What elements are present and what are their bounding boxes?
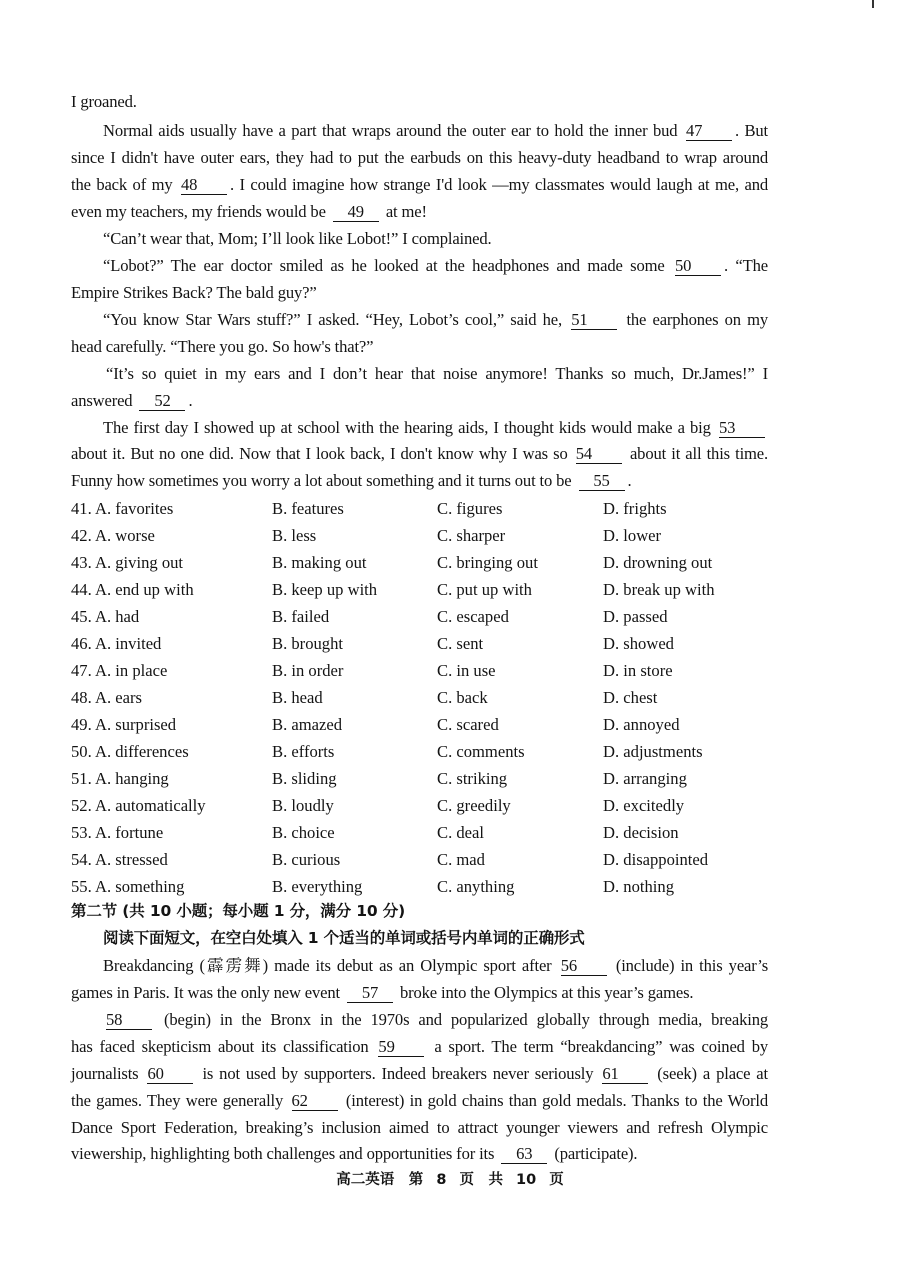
option-b: B. head xyxy=(272,688,323,707)
option-row xyxy=(71,630,771,657)
option-row xyxy=(71,657,771,684)
option-text: A. end up with xyxy=(94,580,194,599)
option-d: D. showed xyxy=(603,634,674,653)
blank-55: 55 xyxy=(579,472,625,491)
option-b: B. in order xyxy=(272,661,344,680)
passage-line: viewership, highlighting both challenges and opportunities for its 63 (participate). xyxy=(71,1144,638,1163)
passage-line: I groaned. xyxy=(71,92,137,111)
option-row xyxy=(71,792,771,819)
option-a xyxy=(71,792,206,819)
option-text: A. in place xyxy=(94,661,168,680)
option-d: D. annoyed xyxy=(603,715,680,734)
option-a xyxy=(71,684,142,711)
blank-50: 50 xyxy=(675,257,721,276)
page-footer: 高二英语 第 8 页 共 10 页 xyxy=(336,1172,564,1188)
option-row xyxy=(71,495,771,522)
blank-52: 52 xyxy=(139,392,185,411)
question-number: 54. xyxy=(71,850,92,869)
option-c: C. back xyxy=(437,688,488,707)
option-a xyxy=(71,711,176,738)
blank-47: 47 xyxy=(686,122,732,141)
option-text: A. had xyxy=(94,607,140,626)
option-d: D. nothing xyxy=(603,877,674,896)
option-c: C. deal xyxy=(437,823,485,842)
option-c: C. mad xyxy=(437,850,485,869)
blank-62: 62 xyxy=(292,1092,338,1111)
option-a xyxy=(71,549,183,576)
option-b: B. everything xyxy=(272,877,363,896)
option-c: C. figures xyxy=(437,499,503,518)
blank-49: 49 xyxy=(333,203,379,222)
option-d: D. passed xyxy=(603,607,668,626)
passage-line: “Can’t wear that, Mom; I’ll look like Lobot!” I complained. xyxy=(103,229,492,248)
option-a xyxy=(71,819,163,846)
option-row xyxy=(71,522,771,549)
option-c: C. sharper xyxy=(437,526,506,545)
option-text: A. fortune xyxy=(94,823,164,842)
blank-53: 53 xyxy=(719,419,765,438)
passage-line: since I didn't have outer ears, they had to put the earbuds on this heavy-duty headband to wrap around xyxy=(71,148,768,167)
scan-mark xyxy=(872,0,874,8)
option-b: B. choice xyxy=(272,823,335,842)
question-number: 53. xyxy=(71,823,92,842)
blank-63: 63 xyxy=(501,1145,547,1164)
option-b: B. less xyxy=(272,526,317,545)
option-row xyxy=(71,765,771,792)
option-row xyxy=(71,603,771,630)
option-a xyxy=(71,630,161,657)
option-c: C. in use xyxy=(437,661,496,680)
option-a xyxy=(71,576,194,603)
passage-line: Breakdancing (霹雳舞) made its debut as an Olympic sport after 56 (include) in this year’s xyxy=(103,956,769,975)
option-a xyxy=(71,846,168,873)
question-number: 55. xyxy=(71,877,92,896)
option-b: B. making out xyxy=(272,553,367,572)
passage-line: “It’s so quiet in my ears and I don’t hear that noise anymore! Thanks so much, Dr.James!” I xyxy=(106,364,768,383)
option-text: A. surprised xyxy=(94,715,177,734)
passage-line: 58 (begin) in the Bronx in the 1970s and popularized globally through media, breaking xyxy=(106,1010,768,1029)
option-b: B. keep up with xyxy=(272,580,378,599)
option-row xyxy=(71,873,771,900)
blank-58: 58 xyxy=(106,1011,152,1030)
passage-line: answered 52 . xyxy=(71,391,193,410)
option-text: A. differences xyxy=(94,742,189,761)
passage-line: “Lobot?” The ear doctor smiled as he looked at the headphones and made some 50 . “The xyxy=(103,256,768,275)
blank-48: 48 xyxy=(181,176,227,195)
question-number: 46. xyxy=(71,634,92,653)
blank-56: 56 xyxy=(561,957,607,976)
option-c: C. scared xyxy=(437,715,499,734)
option-text: A. ears xyxy=(94,688,142,707)
option-b: B. failed xyxy=(272,607,330,626)
option-d: D. drowning out xyxy=(603,553,713,572)
question-number: 44. xyxy=(71,580,92,599)
option-a xyxy=(71,603,139,630)
option-text: A. invited xyxy=(94,634,162,653)
blank-61: 61 xyxy=(602,1065,648,1084)
option-b: B. amazed xyxy=(272,715,343,734)
blank-60: 60 xyxy=(147,1065,193,1084)
option-text: A. worse xyxy=(94,526,155,545)
option-a xyxy=(71,657,167,684)
question-number: 51. xyxy=(71,769,92,788)
option-text: A. giving out xyxy=(94,553,184,572)
option-text: A. hanging xyxy=(94,769,169,788)
option-row xyxy=(71,738,771,765)
option-b: B. efforts xyxy=(272,742,335,761)
question-number: 52. xyxy=(71,796,92,815)
passage-line: Empire Strikes Back? The bald guy?” xyxy=(71,283,317,302)
option-d: D. excitedly xyxy=(603,796,685,815)
option-row xyxy=(71,711,771,738)
passage-line: journalists 60 is not used by supporters. Indeed breakers never seriously 61 (seek) a place at xyxy=(71,1064,768,1083)
option-d: D. decision xyxy=(603,823,679,842)
blank-51: 51 xyxy=(571,311,617,330)
option-a xyxy=(71,765,169,792)
question-number: 41. xyxy=(71,499,92,518)
option-text: A. favorites xyxy=(94,499,174,518)
question-number: 50. xyxy=(71,742,92,761)
passage-line: “You know Star Wars stuff?” I asked. “Hey, Lobot’s cool,” said he, 51 the earphones on my xyxy=(103,310,769,329)
option-b: B. features xyxy=(272,499,344,518)
option-c: C. greedily xyxy=(437,796,511,815)
option-d: D. in store xyxy=(603,661,673,680)
option-c: C. bringing out xyxy=(437,553,538,572)
passage-line: the games. They were generally 62 (interest) in gold chains than gold medals. Thanks to the World xyxy=(71,1091,768,1110)
option-b: B. curious xyxy=(272,850,341,869)
passage-line: about it. But no one did. Now that I look back, I don't know why I was so 54 about it all this time. xyxy=(71,444,769,463)
option-d: D. disappointed xyxy=(603,850,709,869)
passage-line: even my teachers, my friends would be 49 at me! xyxy=(71,202,427,221)
section-heading: 第二节 (共 10 小题；每小题 1 分，满分 10 分) xyxy=(71,902,406,920)
passage-line: Dance Sport Federation, breaking’s inclusion aimed to attract younger viewers and refresh Olympic xyxy=(71,1118,768,1137)
option-row xyxy=(71,576,771,603)
section-instruction: 阅读下面短文，在空白处填入 1 个适当的单词或括号内单词的正确形式 xyxy=(103,929,585,947)
option-d: D. arranging xyxy=(603,769,687,788)
option-c: C. anything xyxy=(437,877,515,896)
option-d: D. adjustments xyxy=(603,742,703,761)
blank-57: 57 xyxy=(347,984,393,1003)
option-row xyxy=(71,846,771,873)
option-a xyxy=(71,873,184,900)
option-text: A. automatically xyxy=(94,796,206,815)
question-number: 42. xyxy=(71,526,92,545)
question-number: 47. xyxy=(71,661,92,680)
option-row xyxy=(71,684,771,711)
option-row xyxy=(71,549,771,576)
passage-line: Normal aids usually have a part that wraps around the outer ear to hold the inner bud 47 . But xyxy=(103,121,768,140)
option-c: C. escaped xyxy=(437,607,509,626)
option-text: A. stressed xyxy=(94,850,168,869)
question-number: 48. xyxy=(71,688,92,707)
option-d: D. chest xyxy=(603,688,658,707)
passage-line: games in Paris. It was the only new event 57 broke into the Olympics at this year’s games. xyxy=(71,983,694,1002)
passage-line: head carefully. “There you go. So how's that?” xyxy=(71,337,374,356)
blank-59: 59 xyxy=(378,1038,424,1057)
option-text: A. something xyxy=(94,877,185,896)
passage-line: Funny how sometimes you worry a lot about something and it turns out to be 55 . xyxy=(71,471,632,490)
option-c: C. put up with xyxy=(437,580,532,599)
blank-54: 54 xyxy=(576,445,622,464)
option-row xyxy=(71,819,771,846)
passage-line: has faced skepticism about its classification 59 a sport. The term “breakdancing” was coined by xyxy=(71,1037,768,1056)
option-c: C. comments xyxy=(437,742,525,761)
option-a xyxy=(71,738,189,765)
question-number: 49. xyxy=(71,715,92,734)
option-b: B. loudly xyxy=(272,796,334,815)
question-number: 43. xyxy=(71,553,92,572)
question-number: 45. xyxy=(71,607,92,626)
option-c: C. sent xyxy=(437,634,484,653)
option-c: C. striking xyxy=(437,769,508,788)
option-a xyxy=(71,522,155,549)
option-b: B. sliding xyxy=(272,769,337,788)
option-b: B. brought xyxy=(272,634,343,653)
option-d: D. lower xyxy=(603,526,662,545)
option-d: D. break up with xyxy=(603,580,715,599)
passage-line: The first day I showed up at school with the hearing aids, I thought kids would make a big 53 xyxy=(71,414,768,441)
option-d: D. frights xyxy=(603,499,667,518)
passage-line: the back of my 48 . I could imagine how strange I'd look —my classmates would laugh at me, and xyxy=(71,175,769,194)
option-a xyxy=(71,495,173,522)
